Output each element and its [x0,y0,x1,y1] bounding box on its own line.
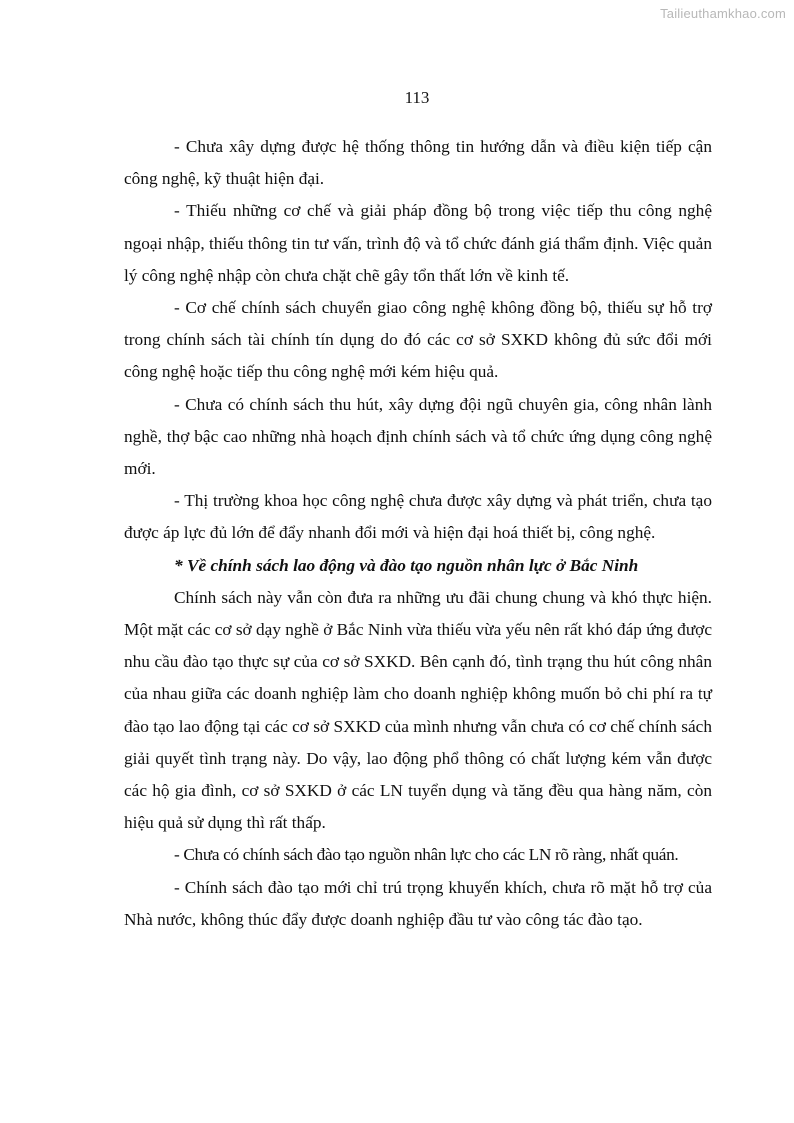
paragraph-training-incentive: - Chính sách đào tạo mới chỉ trú trọng khuyến khích, chưa rõ mặt hỗ trợ của Nhà nước, không thúc đẩy được doanh nghiệp đầu tư vào công tác đào tạo. [124,877,712,929]
document-body [124,131,712,936]
paragraph-tech-market: - Thị trường khoa học công nghệ chưa được xây dựng và phát triển, chưa tạo được áp lực đủ lớn để đẩy nhanh đổi mới và hiện đại hoá thiết bị, công nghệ. [124,491,712,543]
paragraph-labor-policy-body: Chính sách này vẫn còn đưa ra những ưu đãi chung chung và khó thực hiện. Một mặt các cơ sở dạy nghề ở Bắc Ninh vừa thiếu vừa yếu nên rất khó đáp ứng được nhu cầu đào tạo thực sự của cơ sở SXKD. Bên cạnh đó, tình trạng thu hút công nhân của nhau giữa các doanh nghiệp làm cho doanh nghiệp không muốn bỏ chi phí ra tự đào tạo lao động tại các cơ sở SXKD của mình nhưng vẫn chưa có cơ chế chính sách giải quyết tình trạng này. Do vậy, lao động phổ thông có chất lượng kém vẫn được các hộ gia đình, cơ sở SXKD ở các LN tuyển dụng và tăng đều qua hàng năm, còn hiệu quả sử dụng thì rất thấp. [124,587,712,833]
page-number: 113 [404,88,430,107]
paragraph-tech-info-system: - Chưa xây dựng được hệ thống thông tin hướng dẫn và điều kiện tiếp cận công nghệ, kỹ thuật hiện đại. [124,137,712,189]
watermark-text: Tailieuthamkhao.com [660,6,786,21]
section-heading-labor-policy: * Về chính sách lao động và đào tạo nguồn nhân lực ở Bắc Ninh [174,555,639,575]
paragraph-tech-transfer-policy: - Cơ chế chính sách chuyển giao công nghệ không đồng bộ, thiếu sự hỗ trợ trong chính sách tài chính tín dụng do đó các cơ sở SXKD không đủ sức đổi mới công nghệ hoặc tiếp thu công nghệ mới kém hiệu quả. [124,298,712,382]
paragraph-training-policy: - Chưa có chính sách đào tạo nguồn nhân lực cho các LN rõ ràng, nhất quán. [174,845,679,865]
paragraph-tech-import-mechanism: - Thiếu những cơ chế và giải pháp đồng bộ trong việc tiếp thu công nghệ ngoại nhập, thiếu thông tin tư vấn, trình độ và tổ chức đánh giá thẩm định. Việc quản lý công nghệ nhập còn chưa chặt chẽ gây tổn thất lớn về kinh tế. [124,201,712,285]
paragraph-expert-attraction: - Chưa có chính sách thu hút, xây dựng đội ngũ chuyên gia, công nhân lành nghề, thợ bậc cao những nhà hoạch định chính sách và tổ chức ứng dụng công nghệ mới. [124,394,712,479]
